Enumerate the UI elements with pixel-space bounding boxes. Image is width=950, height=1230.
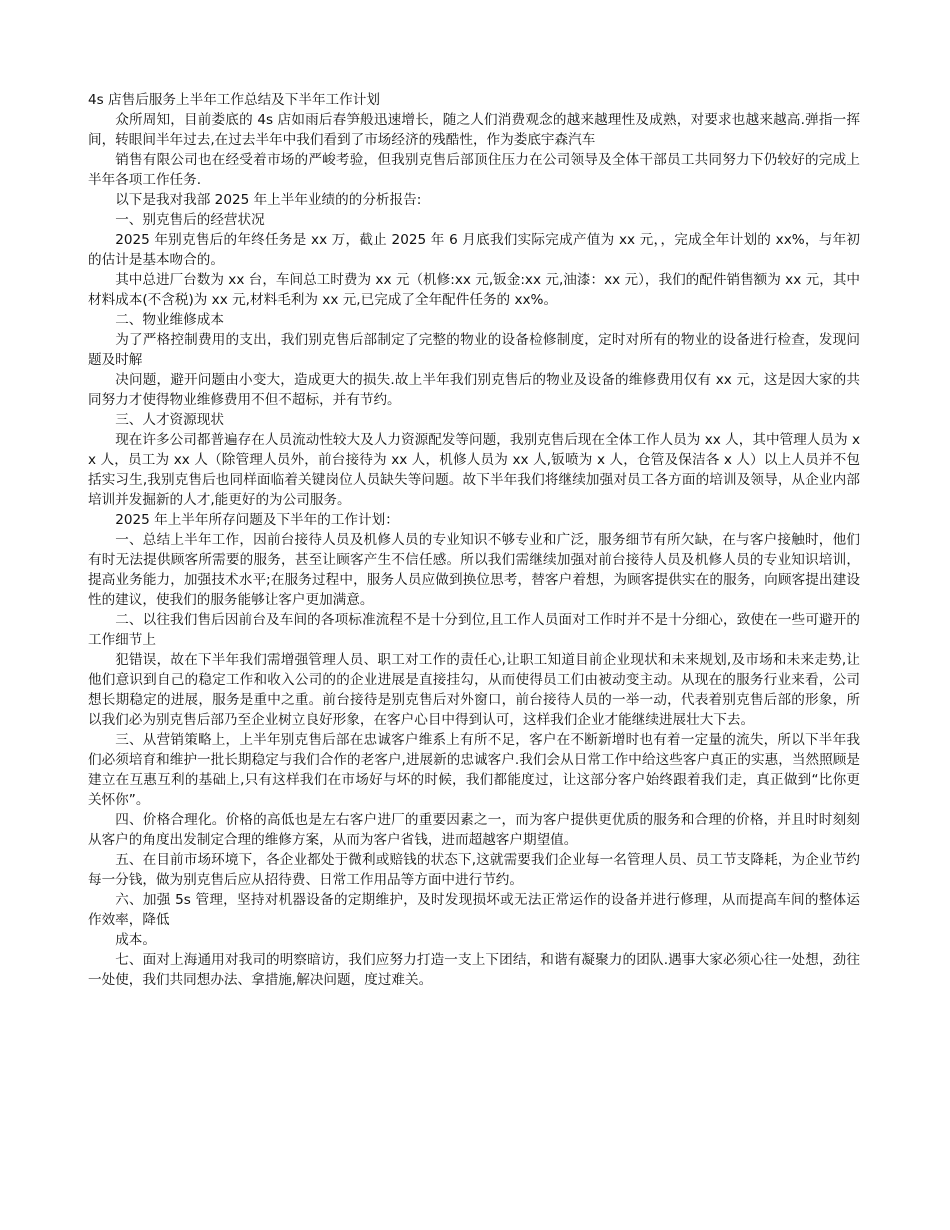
paragraph-maintenance-1: 为了严格控制费用的支出，我们别克售后部制定了完整的物业的设备检修制度，定时对所有的物业的设备进行检查，发现问题及时解	[88, 332, 860, 368]
paragraph-plan-1: 一、总结上半年工作，因前台接待人员及机修人员的专业知识不够专业和广泛，服务细节有所欠缺，在与客户接触时，他们有时无法提供顾客所需要的服务，甚至让顾客产生不信任感。所以我们需继续加强对前台接待人员及机修人员的专业知识培训，提高业务能力，加强技术水平;在服务过程中，服务人员应做到换位思考，替客户着想，为顾客提供实在的服务，向顾客提出建设性的建议，使我们的服务能够让客户更加满意。	[88, 532, 860, 608]
section-heading-maintenance: 二、物业维修成本	[115, 312, 224, 328]
paragraph-operations-1: 2025 年别克售后的年终任务是 xx 万，截止 2025 年 6 月底我们实际完成产值为 xx 元，，完成全年计划的 xx%，与年初的估计是基本吻合的。	[88, 232, 860, 268]
paragraph-staff: 现在许多公司都普遍存在人员流动性较大及人力资源配发等问题，我别克售后现在全体工作人员为 xx 人，其中管理人员为 xx 人，员工为 xx 人（除管理人员外，前台接待为 xx 人，机修人员为 xx 人,钣喷为 x 人，仓管及保洁各 x 人）以上人员并不包括实习生,我别克售后也同样面临着关键岗位人员缺失等问题。故下半年我们将继续加强对员工各方面的培训及领导，从企业内部培训并发掘新的人才,能更好的为公司服务。	[88, 432, 860, 508]
document-page	[88, 90, 860, 990]
paragraph-plan-6a: 六、加强 5s 管理，坚持对机器设备的定期维护，及时发现损坏或无法正常运作的设备并进行修理，从而提高车间的整体运作效率，降低	[88, 892, 860, 928]
paragraph-intro-2: 销售有限公司也在经受着市场的严峻考验，但我别克售后部顶住压力在公司领导及全体干部员工共同努力下仍较好的完成上半年各项工作任务.	[88, 152, 860, 188]
paragraph-operations-2: 其中总进厂台数为 xx 台，车间总工时费为 xx 元（机修:xx 元,钣金:xx 元,油漆：xx 元），我们的配件销售额为 xx 元，其中材料成本(不含税)为 xx 元,材料毛利为 xx 元,已完成了全年配件任务的 xx%。	[88, 272, 860, 308]
section-heading-staff: 三、人才资源现状	[115, 412, 224, 428]
section-heading-plan: 2025 年上半年所存问题及下半年的工作计划：	[115, 512, 399, 528]
document-title: 4s 店售后服务上半年工作总结及下半年工作计划	[88, 92, 380, 108]
paragraph-plan-4: 四、价格合理化。价格的高低也是左右客户进厂的重要因素之一，而为客户提供更优质的服务和合理的价格，并且时时刻刻从客户的角度出发制定合理的维修方案，从而为客户省钱，进而超越客户期望值。	[88, 812, 860, 848]
paragraph-plan-6b: 成本。	[115, 932, 156, 948]
paragraph-report-intro: 以下是我对我部 2025 年上半年业绩的的分析报告:	[115, 192, 422, 208]
paragraph-maintenance-2: 决问题，避开问题由小变大，造成更大的损失.故上半年我们别克售后的物业及设备的维修费用仅有 xx 元，这是因大家的共同努力才使得物业维修费用不但不超标，并有节约。	[88, 372, 860, 408]
paragraph-plan-5: 五、在目前市场环境下，各企业都处于微利或赔钱的状态下,这就需要我们企业每一名管理人员、员工节支降耗，为企业节约每一分钱，做为别克售后应从招待费、日常工作用品等方面中进行节约。	[88, 852, 860, 888]
paragraph-plan-2b: 犯错误，故在下半年我们需增强管理人员、职工对工作的责任心,让职工知道目前企业现状和未来规划,及市场和未来走势,让他们意识到自己的稳定工作和收入公司的的企业进展是直接挂勾，从而使得员工们由被动变主动。从现在的服务行业来看，公司想长期稳定的进展，服务是重中之重。前台接待是别克售后对外窗口，前台接待人员的一举一动，代表着别克售后部的形象，所以我们必为别克售后部乃至企业树立良好形象，在客户心目中得到认可，这样我们企业才能继续进展壮大下去。	[88, 652, 860, 728]
paragraph-plan-2a: 二、以往我们售后因前台及车间的各项标准流程不是十分到位,且工作人员面对工作时并不是十分细心，致使在一些可避开的工作细节上	[88, 612, 860, 648]
paragraph-plan-3: 三、从营销策略上，上半年别克售后部在忠诚客户维系上有所不足，客户在不断新增时也有着一定量的流失，所以下半年我们必须培育和维护一批长期稳定与我们合作的老客户,进展新的忠诚客户.我们会从日常工作中给这些客户真正的实惠，当然照顾是建立在互惠互利的基础上,只有这样我们在市场好与坏的时候，我们都能度过，让这部分客户始终跟着我们走，真正做到“比你更关怀你”。	[88, 732, 860, 808]
paragraph-plan-7: 七、面对上海通用对我司的明察暗访，我们应努力打造一支上下团结，和谐有凝聚力的团队.遇事大家必须心往一处想，劲往一处使，我们共同想办法、拿措施,解决问题，度过难关。	[88, 952, 860, 988]
section-heading-operations: 一、别克售后的经营状况	[115, 212, 265, 228]
paragraph-intro-1: 众所周知，目前娄底的 4s 店如雨后春笋般迅速增长，随之人们消费观念的越来越理性及成熟，对要求也越来越高.弹指一挥间，转眼间半年过去,在过去半年中我们看到了市场经济的残酷性，作为娄底宇森汽车	[88, 112, 860, 148]
